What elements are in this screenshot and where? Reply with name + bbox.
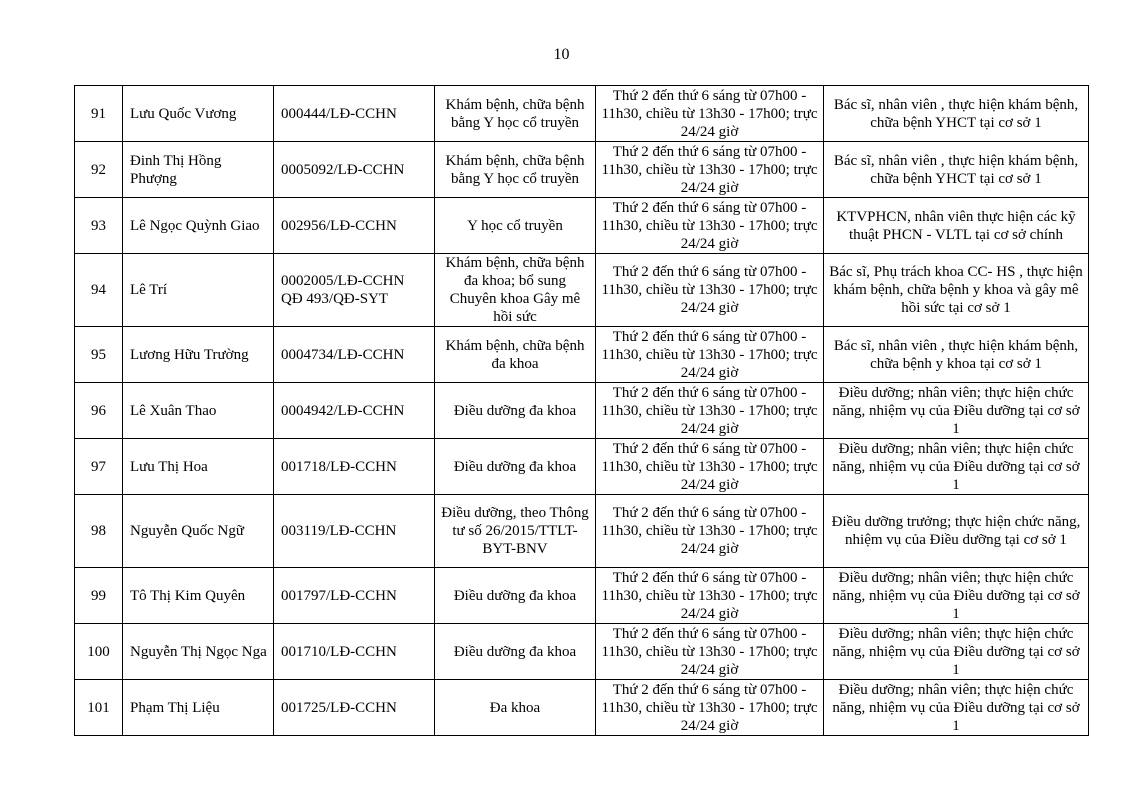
- job-position: Bác sĩ, nhân viên , thực hiện khám bệnh, chữa bệnh YHCT tại cơ sở 1: [824, 86, 1089, 142]
- working-hours: Thứ 2 đến thứ 6 sáng từ 07h00 - 11h30, chiều từ 13h30 - 17h00; trực 24/24 giờ: [596, 142, 824, 198]
- certificate-number: 0002005/LĐ-CCHN: [281, 273, 405, 289]
- certificate-cell: [274, 439, 435, 495]
- working-hours: Thứ 2 đến thứ 6 sáng từ 07h00 - 11h30, chiều từ 13h30 - 17h00; trực 24/24 giờ: [596, 439, 824, 495]
- job-position: Điều dưỡng; nhân viên; thực hiện chức năng, nhiệm vụ của Điều dưỡng tại cơ sở 1: [824, 568, 1089, 624]
- working-hours: Thứ 2 đến thứ 6 sáng từ 07h00 - 11h30, chiều từ 13h30 - 17h00; trực 24/24 giờ: [596, 680, 824, 736]
- staff-table: [74, 85, 1089, 736]
- certificate-cell: [274, 142, 435, 198]
- job-position: Điều dưỡng; nhân viên; thực hiện chức năng, nhiệm vụ của Điều dưỡng tại cơ sở 1: [824, 439, 1089, 495]
- working-hours: Thứ 2 đến thứ 6 sáng từ 07h00 - 11h30, chiều từ 13h30 - 17h00; trực 24/24 giờ: [596, 383, 824, 439]
- staff-name: Lê Ngọc Quỳnh Giao: [123, 198, 274, 254]
- practice-scope: Điều dưỡng đa khoa: [435, 439, 596, 495]
- table-row: [75, 495, 1089, 568]
- row-number: 94: [75, 254, 123, 327]
- table-row: [75, 254, 1089, 327]
- staff-name: Lưu Thị Hoa: [123, 439, 274, 495]
- staff-name: Lương Hữu Trường: [123, 327, 274, 383]
- certificate-number: 000444/LĐ-CCHN: [281, 105, 397, 122]
- certificate-number: 002956/LĐ-CCHN: [281, 217, 397, 234]
- staff-name: Tô Thị Kim Quyên: [123, 568, 274, 624]
- row-number: 99: [75, 568, 123, 624]
- practice-scope: Khám bệnh, chữa bệnh đa khoa: [435, 327, 596, 383]
- decision-number: QĐ 493/QĐ-SYT: [281, 291, 389, 307]
- certificate-number: 003119/LĐ-CCHN: [281, 523, 397, 539]
- practice-scope: Điều dưỡng, theo Thông tư số 26/2015/TTLT-BYT-BNV: [435, 495, 596, 568]
- staff-name: Nguyễn Quốc Ngữ: [123, 495, 274, 568]
- job-position: Bác sĩ, nhân viên , thực hiện khám bệnh, chữa bệnh YHCT tại cơ sở 1: [824, 142, 1089, 198]
- staff-name: Phạm Thị Liệu: [123, 680, 274, 736]
- working-hours: Thứ 2 đến thứ 6 sáng từ 07h00 - 11h30, chiều từ 13h30 - 17h00; trực 24/24 giờ: [596, 624, 824, 680]
- table-row: [75, 439, 1089, 495]
- certificate-cell: [274, 86, 435, 142]
- certificate-cell: [274, 624, 435, 680]
- row-number: 92: [75, 142, 123, 198]
- page-number: 10: [553, 46, 570, 63]
- job-position: Bác sĩ, nhân viên , thực hiện khám bệnh, chữa bệnh y khoa tại cơ sở 1: [824, 327, 1089, 383]
- row-number: 101: [75, 680, 123, 736]
- certificate-number: 001710/LĐ-CCHN: [281, 643, 397, 660]
- working-hours: Thứ 2 đến thứ 6 sáng từ 07h00 - 11h30, chiều từ 13h30 - 17h00; trực 24/24 giờ: [596, 86, 824, 142]
- practice-scope: Đa khoa: [435, 680, 596, 736]
- staff-name: Lê Xuân Thao: [123, 383, 274, 439]
- working-hours: Thứ 2 đến thứ 6 sáng từ 07h00 - 11h30, chiều từ 13h30 - 17h00; trực 24/24 giờ: [596, 198, 824, 254]
- row-number: 93: [75, 198, 123, 254]
- practice-scope: Điều dưỡng đa khoa: [435, 383, 596, 439]
- staff-name: Lưu Quốc Vương: [123, 86, 274, 142]
- table-row: [75, 327, 1089, 383]
- practice-scope: Điều dưỡng đa khoa: [435, 624, 596, 680]
- practice-scope: Khám bệnh, chữa bệnh bằng Y học cổ truyền: [435, 142, 596, 198]
- certificate-cell: [274, 254, 435, 327]
- staff-table-body: [75, 86, 1089, 736]
- working-hours: Thứ 2 đến thứ 6 sáng từ 07h00 - 11h30, chiều từ 13h30 - 17h00; trực 24/24 giờ: [596, 495, 824, 568]
- certificate-number: 0004942/LĐ-CCHN: [281, 402, 405, 419]
- table-row: [75, 142, 1089, 198]
- job-position: Điều dưỡng; nhân viên; thực hiện chức năng, nhiệm vụ của Điều dưỡng tại cơ sở 1: [824, 680, 1089, 736]
- certificate-number: 001718/LĐ-CCHN: [281, 458, 397, 475]
- row-number: 97: [75, 439, 123, 495]
- practice-scope: Khám bệnh, chữa bệnh đa khoa; bổ sung Chuyên khoa Gây mê hồi sức: [435, 254, 596, 327]
- job-position: Điều dưỡng trưởng; thực hiện chức năng, nhiệm vụ của Điều dưỡng tại cơ sở 1: [824, 495, 1089, 568]
- practice-scope: Điều dưỡng đa khoa: [435, 568, 596, 624]
- certificate-cell: [274, 495, 435, 568]
- practice-scope: Khám bệnh, chữa bệnh bằng Y học cổ truyền: [435, 86, 596, 142]
- job-position: Điều dưỡng; nhân viên; thực hiện chức năng, nhiệm vụ của Điều dưỡng tại cơ sở 1: [824, 624, 1089, 680]
- certificate-number: 001725/LĐ-CCHN: [281, 699, 397, 716]
- certificate-cell: [274, 568, 435, 624]
- working-hours: Thứ 2 đến thứ 6 sáng từ 07h00 - 11h30, chiều từ 13h30 - 17h00; trực 24/24 giờ: [596, 327, 824, 383]
- table-row: [75, 568, 1089, 624]
- row-number: 100: [75, 624, 123, 680]
- row-number: 96: [75, 383, 123, 439]
- job-position: Điều dưỡng; nhân viên; thực hiện chức năng, nhiệm vụ của Điều dưỡng tại cơ sở 1: [824, 383, 1089, 439]
- certificate-number: 0004734/LĐ-CCHN: [281, 346, 405, 363]
- table-row: [75, 86, 1089, 142]
- working-hours: Thứ 2 đến thứ 6 sáng từ 07h00 - 11h30, chiều từ 13h30 - 17h00; trực 24/24 giờ: [596, 568, 824, 624]
- row-number: 98: [75, 495, 123, 568]
- job-position: Bác sĩ, Phụ trách khoa CC- HS , thực hiện khám bệnh, chữa bệnh y khoa và gây mê hồi sức tại cơ sở 1: [824, 254, 1089, 327]
- certificate-number: 001797/LĐ-CCHN: [281, 587, 397, 604]
- job-position: KTVPHCN, nhân viên thực hiện các kỹ thuật PHCN - VLTL tại cơ sở chính: [824, 198, 1089, 254]
- practice-scope: Y học cổ truyền: [435, 198, 596, 254]
- working-hours: Thứ 2 đến thứ 6 sáng từ 07h00 - 11h30, chiều từ 13h30 - 17h00; trực 24/24 giờ: [596, 254, 824, 327]
- table-row: [75, 680, 1089, 736]
- certificate-number: 0005092/LĐ-CCHN: [281, 161, 405, 178]
- certificate-cell: [274, 327, 435, 383]
- staff-name: Lê Trí: [123, 254, 274, 327]
- row-number: 91: [75, 86, 123, 142]
- table-row: [75, 198, 1089, 254]
- certificate-cell: [274, 198, 435, 254]
- table-row: [75, 383, 1089, 439]
- certificate-cell: [274, 383, 435, 439]
- certificate-cell: [274, 680, 435, 736]
- staff-name: Nguyễn Thị Ngọc Nga: [123, 624, 274, 680]
- table-row: [75, 624, 1089, 680]
- row-number: 95: [75, 327, 123, 383]
- staff-name: Đinh Thị Hồng Phượng: [123, 142, 274, 198]
